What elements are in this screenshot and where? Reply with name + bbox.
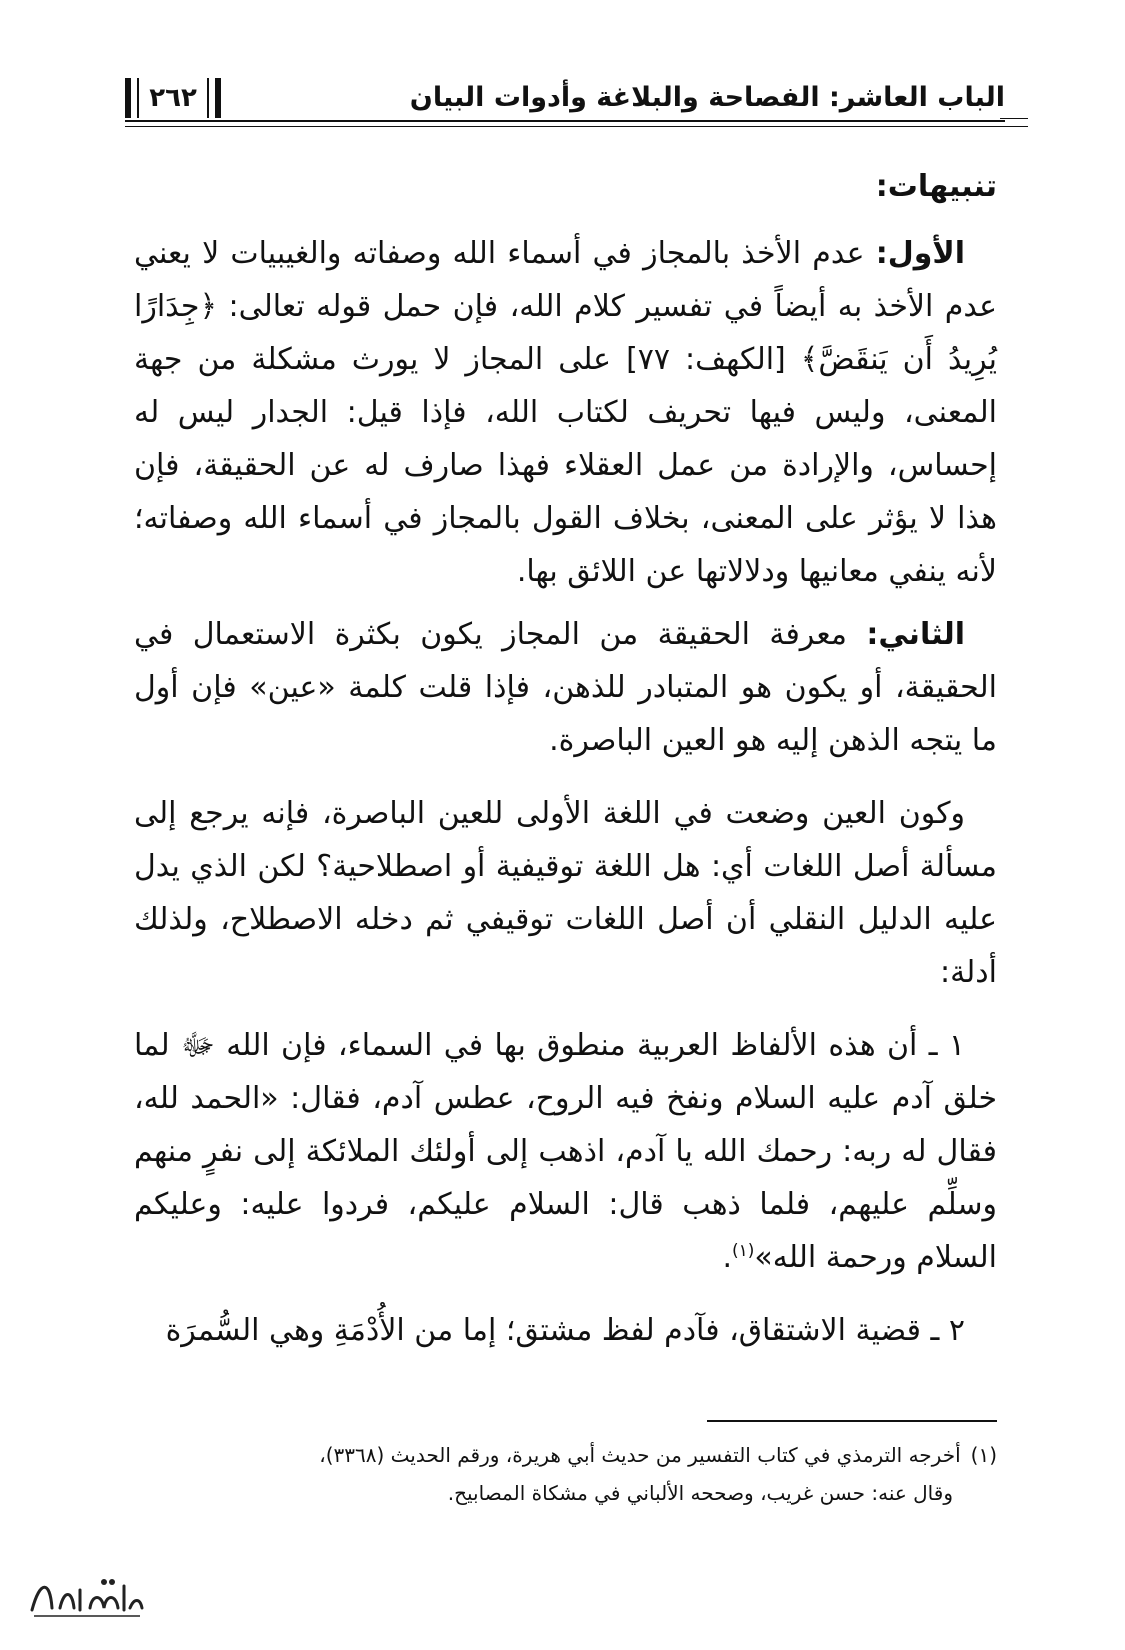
header-rule-thin	[125, 126, 1005, 127]
paragraph-first-note	[134, 227, 997, 598]
footnote-number: (١)	[970, 1443, 997, 1467]
paragraph-second-note	[134, 608, 997, 767]
paragraph-evidence-one	[134, 1019, 997, 1284]
paragraph-language-origin: وكون العين وضعت في اللغة الأولى للعين الباصرة، فإنه يرجع إلى مسألة أصل اللغات أي: هل اللغة توقيفية أو اصطلاحية؟ لكن الذي يدل عليه الدليل النقلي أن أصل اللغات توقيفي ثم دخله الاصطلاح، ولذلك أدلة:	[134, 796, 997, 990]
header-rule-tail-thin	[1000, 126, 1028, 127]
chapter-title: الباب العاشر: الفصاحة والبلاغة وأدوات البيان	[409, 82, 1005, 113]
footnote-line-continued: وقال عنه: حسن غريب، وصححه الألباني في مشكاة المصابيح.	[447, 1481, 953, 1505]
paragraph-body-second: معرفة الحقيقة من المجاز يكون بكثرة الاستعمال في الحقيقة، أو يكون هو المتبادر للذهن، فإذا قلت كلمة «عين» فإن أول ما يتجه الذهن إليه هو العين الباصرة.	[134, 617, 997, 758]
paragraph-body-first: عدم الأخذ بالمجاز في أسماء الله وصفاته والغيبيات لا يعني عدم الأخذ به أيضاً في تفسير كلام الله، فإن حمل قوله تعالى: ﴿جِدَارًا يُرِيدُ أَن يَنقَضَّ﴾ [الكهف: ٧٧] على المجاز لا يورث مشكلة من جهة المعنى، وليس فيها تحريف لكتاب الله، فإذا قيل: الجدار ليس له إحساس، والإرادة من عمل العقلاء فهذا صارف له عن الحقيقة، فإن هذا لا يؤثر على المعنى، بخلاف القول بالمجاز في أسماء الله وصفاته؛ لأنه ينفي معانيها ودلالاتها عن اللائق بها.	[134, 236, 998, 589]
footnote-text: أخرجه الترمذي في كتاب التفسير من حديث أبي هريرة، ورقم الحديث (٣٣٦٨)،	[319, 1443, 961, 1467]
footnote-reference[interactable]: (١)	[732, 1241, 755, 1261]
footnote-separator	[707, 1420, 997, 1422]
paragraph-lead-first: الأول:	[875, 236, 965, 271]
page-number: ٢٦٢	[149, 83, 197, 113]
paragraph-lead-second: الثاني:	[866, 617, 965, 652]
header-rule-tail	[1000, 118, 1028, 119]
footnotes	[117, 1436, 997, 1512]
paragraph-evidence-two: ٢ ـ قضية الاشتقاق، فآدم لفظ مشتق؛ إما من الأُدْمَةِ وهي السُّمرَة	[165, 1313, 965, 1348]
section-heading: تنبيهات:	[875, 169, 997, 204]
page-number-frame	[125, 78, 221, 118]
paragraph-end-mark: .	[722, 1240, 732, 1275]
paragraph-evidence-one-text: ١ ـ أن هذه الألفاظ العربية منطوق بها في السماء، فإن الله ﷻ لما خلق آدم عليه السلام ونفخ فيه الروح، عطس آدم، فقال: «الحمد لله، فقال له ربه: رحمك الله يا آدم، اذهب إلى أولئك الملائكة إلى نفرٍ منهم وسلِّم عليهم، فلما ذهب قال: السلام عليكم، فردوا عليه: وعليكم السلام ورحمة الله»	[134, 1028, 997, 1275]
paragraph-gap	[134, 777, 997, 787]
main-text	[134, 160, 997, 1367]
header-rule	[125, 120, 1005, 122]
paragraph-gap	[134, 1294, 997, 1304]
footnote-line	[117, 1436, 997, 1474]
publisher-logo-icon	[20, 1560, 150, 1630]
paragraph-gap	[134, 1009, 997, 1019]
